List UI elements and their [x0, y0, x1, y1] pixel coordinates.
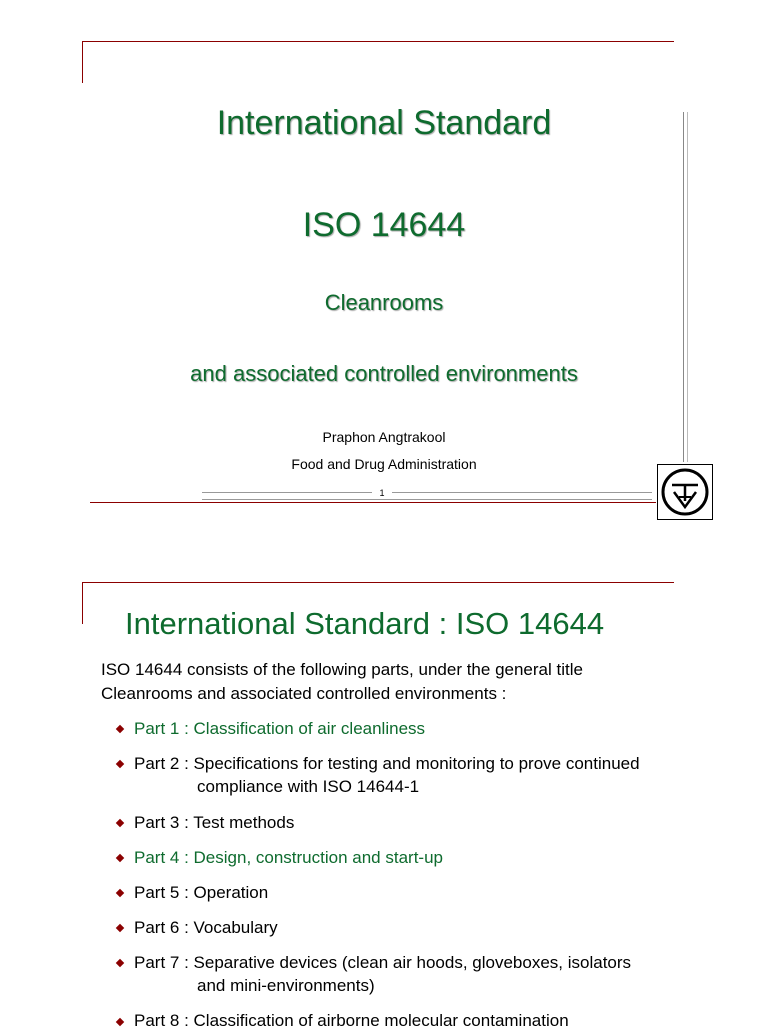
slide-1-title: International Standard [216, 104, 552, 142]
right-rule-dark [683, 112, 684, 462]
bullet-icon [116, 1018, 124, 1026]
list-item-continuation: compliance with ISO 14644-1 [197, 777, 420, 796]
list-item: Part 3 : Test methods [134, 813, 295, 832]
bullet-icon [116, 854, 124, 862]
bottom-border-line [90, 502, 656, 503]
organization-name: Food and Drug Administration [291, 456, 477, 472]
bullet-icon [116, 760, 124, 768]
left-border-line [82, 41, 83, 83]
page-number: 1 [372, 488, 392, 498]
bullet-icon [116, 889, 124, 897]
intro-text-line-1: ISO 14644 consists of the following parts, under the general title [101, 660, 583, 679]
list-item: Part 7 : Separative devices (clean air hoods, gloveboxes, isolators [134, 953, 632, 972]
list-item: Part 8 : Classification of airborne molecular contamination [134, 1011, 569, 1030]
bullet-icon [116, 819, 124, 827]
list-item-continuation: and mini-environments) [197, 976, 375, 995]
slide-1-code: ISO 14644 [302, 206, 466, 244]
bullet-icon [116, 959, 124, 967]
bullet-icon [116, 725, 124, 733]
right-rule-light [687, 112, 688, 462]
slide-2-title: International Standard : ISO 14644 [125, 606, 605, 641]
left-border-line [82, 582, 83, 624]
list-item: Part 4 : Design, construction and start-up [134, 848, 443, 867]
bullet-icon [116, 924, 124, 932]
list-item: Part 2 : Specifications for testing and monitoring to prove continued [134, 754, 640, 773]
fda-seal-icon [657, 464, 713, 520]
list-item: Part 5 : Operation [134, 883, 269, 902]
footer-rule [202, 492, 652, 500]
list-item: Part 6 : Vocabulary [134, 918, 278, 937]
top-border-line [82, 41, 674, 42]
list-item: Part 1 : Classification of air cleanliness [134, 719, 426, 738]
slide-1-subtitle: Cleanrooms [324, 290, 444, 315]
top-border-line [82, 582, 674, 583]
author-name: Praphon Angtrakool [322, 429, 446, 445]
slide-1-subtitle-2: and associated controlled environments [190, 361, 578, 386]
intro-text-line-2: Cleanrooms and associated controlled environments : [101, 684, 507, 703]
